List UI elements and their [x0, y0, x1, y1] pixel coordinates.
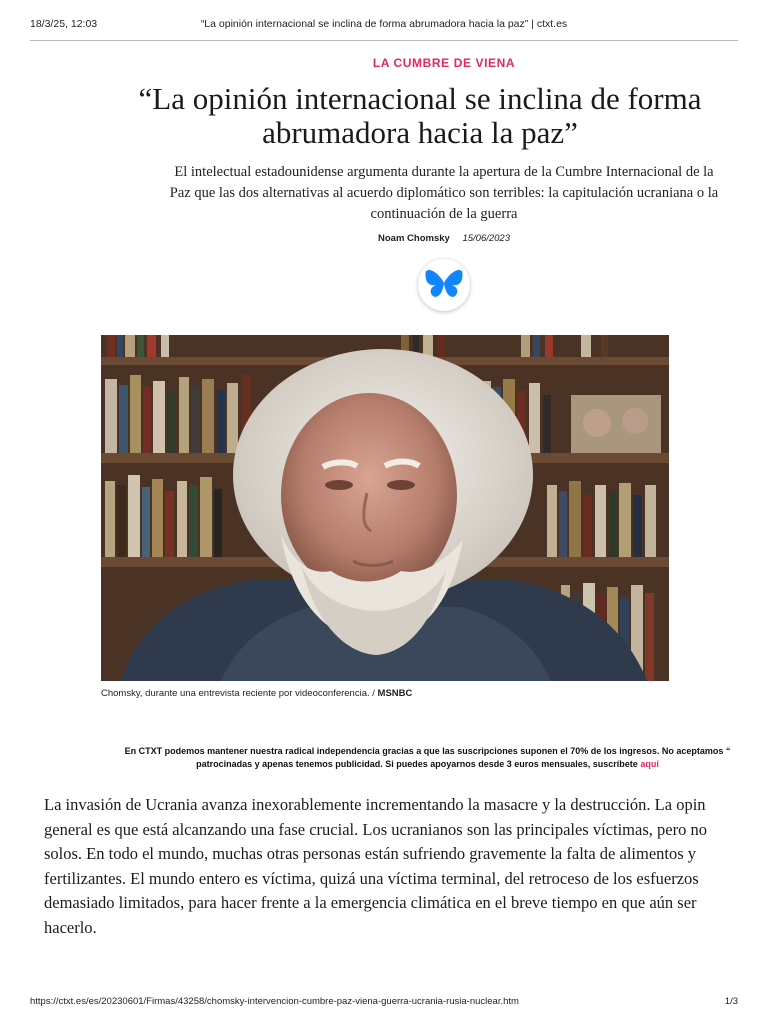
- photo-credit: MSNBC: [377, 688, 413, 699]
- headline-line-1: “La opinión internacional se inclina de forma: [138, 81, 702, 116]
- promo-line-1: En CTXT podemos mantener nuestra radical independencia gracias a que las suscripciones suponen el 70% de los ingresos. No aceptamos “: [124, 746, 731, 756]
- body-line: demasiado limitados, para hacer frente a la emergencia climática en el breve tiempo en que aún ser: [44, 893, 697, 913]
- publish-date: 15/06/2023: [462, 233, 510, 244]
- subscription-promo: [0, 745, 768, 771]
- body-line: general es que está alcanzando una fase crucial. Los ucranianos son las principales víctimas, pero no: [44, 819, 707, 839]
- subtitle-line: El intelectual estadounidense argumenta durante la apertura de la Cumbre Internacional de la: [174, 164, 714, 180]
- print-datetime: 18/3/25, 12:03: [30, 18, 98, 30]
- chomsky-portrait-image: [101, 335, 669, 681]
- headline-line-2: abrumadora hacia la paz”: [262, 115, 578, 150]
- bluesky-share-button[interactable]: [418, 259, 470, 311]
- section-kicker[interactable]: LA CUMBRE DE VIENA: [372, 56, 516, 70]
- body-line: fertilizantes. El mundo entero es víctima, quizá una víctima terminal, del retroceso de los esfuerzos: [44, 868, 699, 888]
- page-number: 1/3: [724, 996, 738, 1007]
- body-line: solos. En todo el mundo, muchas otras personas están sufriendo gravemente la falta de alimentos y: [44, 844, 697, 864]
- article-body: [44, 793, 707, 941]
- byline: [0, 233, 768, 244]
- article-subtitle: [0, 162, 768, 225]
- subscribe-link[interactable]: aquí: [640, 759, 659, 769]
- print-page-title: “La opinión internacional se inclina de forma abrumadora hacia la paz” | ctxt.es: [200, 18, 568, 30]
- bluesky-butterfly-icon: [424, 267, 464, 303]
- subtitle-line: continuación de la guerra: [370, 206, 518, 222]
- author-name[interactable]: Noam Chomsky: [378, 233, 450, 244]
- caption-text: Chomsky, durante una entrevista reciente por videoconferencia. /: [101, 688, 378, 699]
- promo-line-2: patrocinadas y apenas tenemos publicidad. Si puedes apoyarnos desde 3 euros mensuales, suscríbete: [196, 759, 641, 769]
- subtitle-line: Paz que las dos alternativas al acuerdo diplomático son terribles: la capitulación ucraniana o la: [169, 185, 719, 201]
- article-headline: [0, 82, 768, 150]
- body-line: hacerlo.: [44, 917, 97, 937]
- article-photo: [101, 335, 669, 681]
- photo-caption: [101, 688, 412, 699]
- page-url: https://ctxt.es/es/20230601/Firmas/43258/chomsky-intervencion-cumbre-paz-viena-guerra-ucrania-rusia-nuclear.htm: [30, 996, 519, 1007]
- body-line: La invasión de Ucrania avanza inexorablemente incrementando la masacre y la destrucción. La opin: [44, 795, 706, 814]
